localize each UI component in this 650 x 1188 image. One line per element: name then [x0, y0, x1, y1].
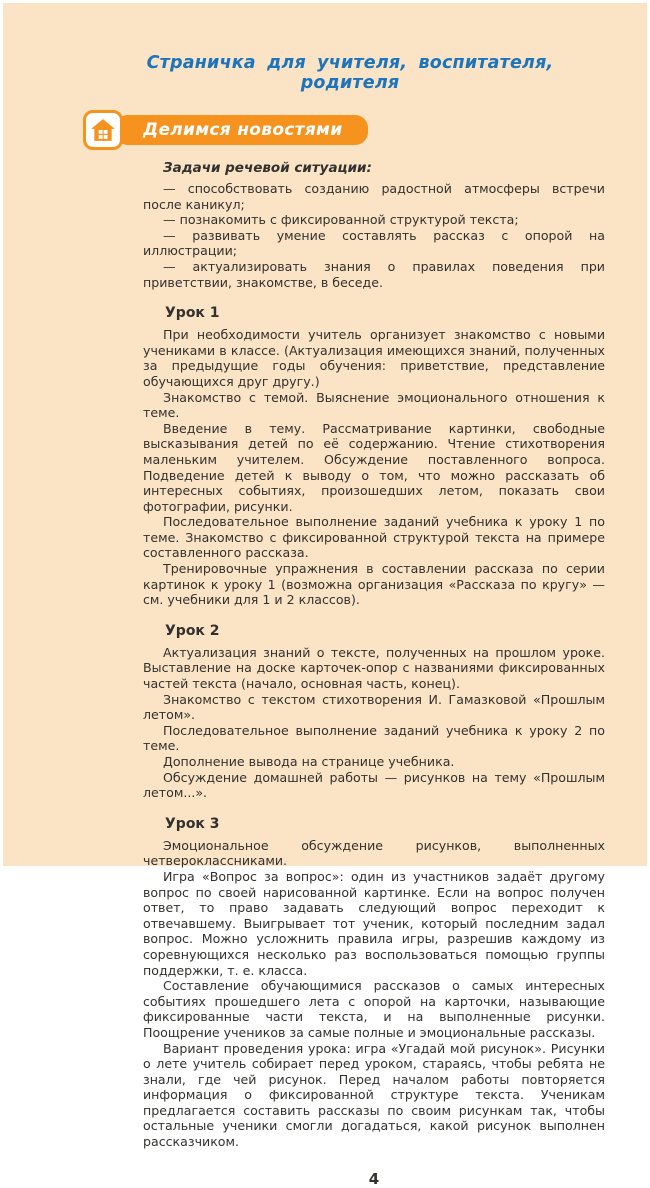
task-item: — актуализировать знания о правилах поведения при приветствии, знакомстве, в беседе. [143, 258, 605, 290]
body-paragraph: При необходимости учитель организует знакомство с новыми учениками в классе. (Актуализация имеющихся знаний, полученных за предыдущие годы обучения: приветствие, представление обучающихся друг другу.) [143, 327, 605, 389]
book-page [3, 3, 647, 1188]
body-paragraph: Актуализация знаний о тексте, полученных на прошлом уроке. Выставление на доске карточек-опор с названиями фиксированных частей текста (начало, основная часть, конец). [143, 644, 605, 692]
section-banner [83, 110, 647, 150]
tasks-list [143, 181, 605, 290]
tasks-heading: Задачи речевой ситуации: [163, 160, 372, 176]
page-content [143, 160, 605, 1150]
task-item: — развивать умение составлять рассказ с опорой на иллюстрации; [143, 227, 605, 259]
body-paragraph: Тренировочные упражнения в составлении рассказа по серии картинок к уроку 1 (возможна организация «Рассказа по кругу» — см. учебники для 1 и 2 классов). [143, 561, 605, 608]
task-item: — способствовать созданию радостной атмосферы встречи после каникул; [143, 181, 605, 212]
body-paragraph: Вариант проведения урока: игра «Угадай мой рисунок». Рисунки о лете учитель собирает перед уроком, стараясь, чтобы ребята не знали, где чей рисунок. Перед началом работы повторяется информация о фиксированной структуре текста. Ученикам предлагается составить рассказы по своим рисункам так, чтобы остальные ученики смогли догадаться, какой рисунок выполнен рассказчиком. [143, 1040, 605, 1150]
lesson-heading: Урок 3 [165, 815, 220, 832]
body-paragraph: Обсуждение домашней работы — рисунков на тему «Прошлым летом...». [143, 769, 605, 801]
body-paragraph: Дополнение вывода на странице учебника. [163, 754, 455, 769]
lesson-heading: Урок 1 [165, 305, 220, 322]
body-paragraph: Знакомство с текстом стихотворения И. Гамазковой «Прошлым летом». [143, 691, 605, 723]
page-title: Страничка для учителя, воспитателя, родителя [146, 53, 554, 93]
task-item: — познакомить с фиксированной структурой текста; [163, 212, 519, 228]
body-paragraph: Введение в тему. Рассматривание картинки, свободные высказывания детей по её содержанию. Чтение стихотворения маленьким учителем. Обсуждение поставленного вопроса. Подведение детей к выводу о том, что можно рассказать об интересных событиях, произошедших летом, показать свои фотографии, рисунки. [143, 420, 605, 514]
house-icon-badge [83, 110, 123, 150]
lesson-sections [143, 305, 605, 1150]
body-paragraph: Последовательное выполнение заданий учебника к уроку 1 по теме. Знакомство с фиксированной структурой текста на примере составленного рассказа. [143, 514, 605, 561]
body-paragraph: Эмоциональное обсуждение рисунков, выполненных четвероклассниками. [143, 837, 605, 869]
house-icon [90, 117, 116, 143]
body-paragraph: Последовательное выполнение заданий учебника к уроку 2 по теме. [143, 722, 605, 754]
banner-label: Делимся новостями [115, 115, 368, 145]
body-paragraph: Составление обучающимися рассказов о самых интересных событиях прошедшего лета с опорой на карточки, называющие фиксированные части текста, и на выполненные рисунки. Поощрение учеников за самые полные и эмоциональные рассказы. [143, 978, 605, 1040]
body-paragraph: Знакомство с темой. Выяснение эмоционального отношения к теме. [143, 389, 605, 421]
page-number: 4 [368, 1169, 380, 1188]
body-paragraph: Игра «Вопрос за вопрос»: один из участников задаёт другому вопрос по своей нарисованной картинке. Если на вопрос получен ответ, то право задавать следующий вопрос переходит к отвечавшему. Выигрывает тот ученик, который последним задал вопрос. Можно усложнить правила игры, разрешив каждому из соревнующихся несколько раз воспользоваться помощью группы поддержки, т. е. класса. [143, 868, 605, 978]
lesson-heading: Урок 2 [165, 622, 220, 639]
